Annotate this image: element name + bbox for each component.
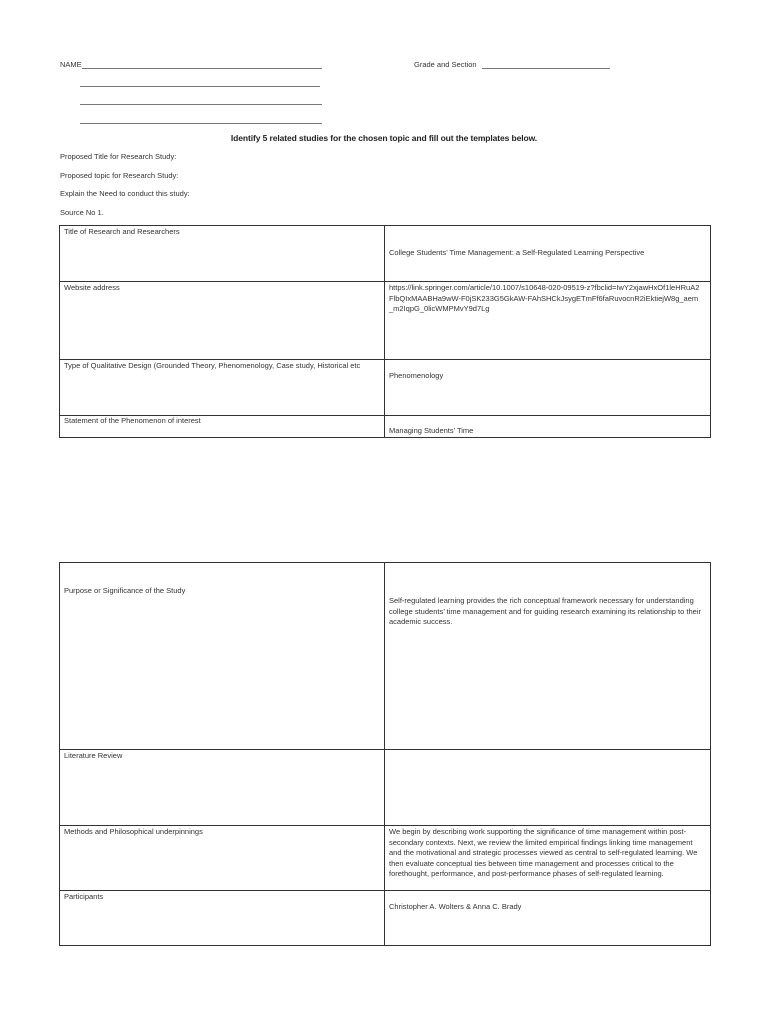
table-label-cell: [60, 360, 385, 416]
instruction-heading: Identify 5 related studies for the chosen topic and fill out the templates below.: [230, 133, 538, 143]
source-template-table-1: [59, 225, 711, 438]
table-label-cell: [60, 416, 385, 438]
proposed-title-prompt: Proposed Title for Research Study:: [60, 152, 177, 161]
source-number-label: Source No 1.: [60, 208, 104, 217]
website-address-link[interactable]: https://link.springer.com/article/10.1007/s10648-020-09519-z?fbclid=IwY2xjawHxOf1leHRuA2FlbQIxMAABHa9wW-F0jSK233G5GkAW-FAhSHCkJsygETmFf6faRuvocnR2iEktiejW8g_aem_m2IqpG_0licWMPMvY9d7Lg: [389, 283, 700, 313]
phenomenon-value: Managing Students’ Time: [389, 426, 474, 435]
methods-philosophical-value: We begin by describing work supporting the significance of time management within post-secondary contexts. Next, we review the limited empirical findings linking time management and the motivational and strategic processes viewed as central to self-regulated learning. We then evaluate conceptual ties between time management and processes critical to the forethought, performance, and post-performance phases of self-regulated learning.: [389, 827, 698, 878]
participants-value: Christopher A. Wolters & Anna C. Brady: [389, 902, 522, 911]
grade-section-label: Grade and Section: [414, 60, 477, 69]
table-row: [60, 891, 711, 946]
table-row: [60, 416, 711, 438]
table-row: [60, 826, 711, 891]
table-label-cell: [60, 750, 385, 826]
methods-philosophical-label: Methods and Philosophical underpinnings: [64, 827, 203, 836]
table-label-cell: [60, 563, 385, 750]
purpose-significance-value: Self-regulated learning provides the rich conceptual framework necessary for understanding college students’ time management and for guiding research examining its relationship to their academic success.: [389, 596, 701, 626]
table-value-cell[interactable]: [385, 891, 711, 946]
source-template-table-2: [59, 562, 711, 946]
participants-label: Participants: [64, 892, 104, 901]
table-value-cell[interactable]: [385, 282, 711, 360]
table-value-cell[interactable]: [385, 416, 711, 438]
name-extra-line-1[interactable]: [80, 86, 320, 87]
grade-section-field-line[interactable]: [482, 68, 610, 69]
table-row: [60, 360, 711, 416]
name-label: NAME: [60, 60, 82, 69]
table-value-cell[interactable]: [385, 226, 711, 282]
table-value-cell[interactable]: [385, 750, 711, 826]
table-row: [60, 226, 711, 282]
table-label-cell: [60, 891, 385, 946]
table-row: [60, 282, 711, 360]
literature-review-label: Literature Review: [64, 751, 123, 760]
explain-need-prompt: Explain the Need to conduct this study:: [60, 189, 190, 198]
proposed-topic-prompt: Proposed topic for Research Study:: [60, 171, 179, 180]
qualitative-design-value: Phenomenology: [389, 371, 444, 380]
table-label-cell: [60, 826, 385, 891]
name-extra-line-2[interactable]: [80, 104, 322, 105]
table-row: [60, 563, 711, 750]
table-value-cell[interactable]: [385, 360, 711, 416]
table-label-cell: [60, 282, 385, 360]
table-value-cell[interactable]: [385, 563, 711, 750]
qualitative-design-label: Type of Qualitative Design (Grounded Theory, Phenomenology, Case study, Historical etc: [64, 361, 361, 370]
phenomenon-label: Statement of the Phenomenon of interest: [64, 416, 201, 425]
website-address-label: Website address: [64, 283, 120, 292]
title-researchers-value: College Students’ Time Management: a Self-Regulated Learning Perspective: [389, 248, 645, 257]
title-researchers-label: Title of Research and Researchers: [64, 227, 180, 236]
table-value-cell[interactable]: [385, 826, 711, 891]
name-extra-line-3[interactable]: [80, 123, 322, 124]
table-row: [60, 750, 711, 826]
table-label-cell: [60, 226, 385, 282]
purpose-significance-label: Purpose or Significance of the Study: [64, 586, 186, 595]
name-field-line[interactable]: [82, 68, 322, 69]
